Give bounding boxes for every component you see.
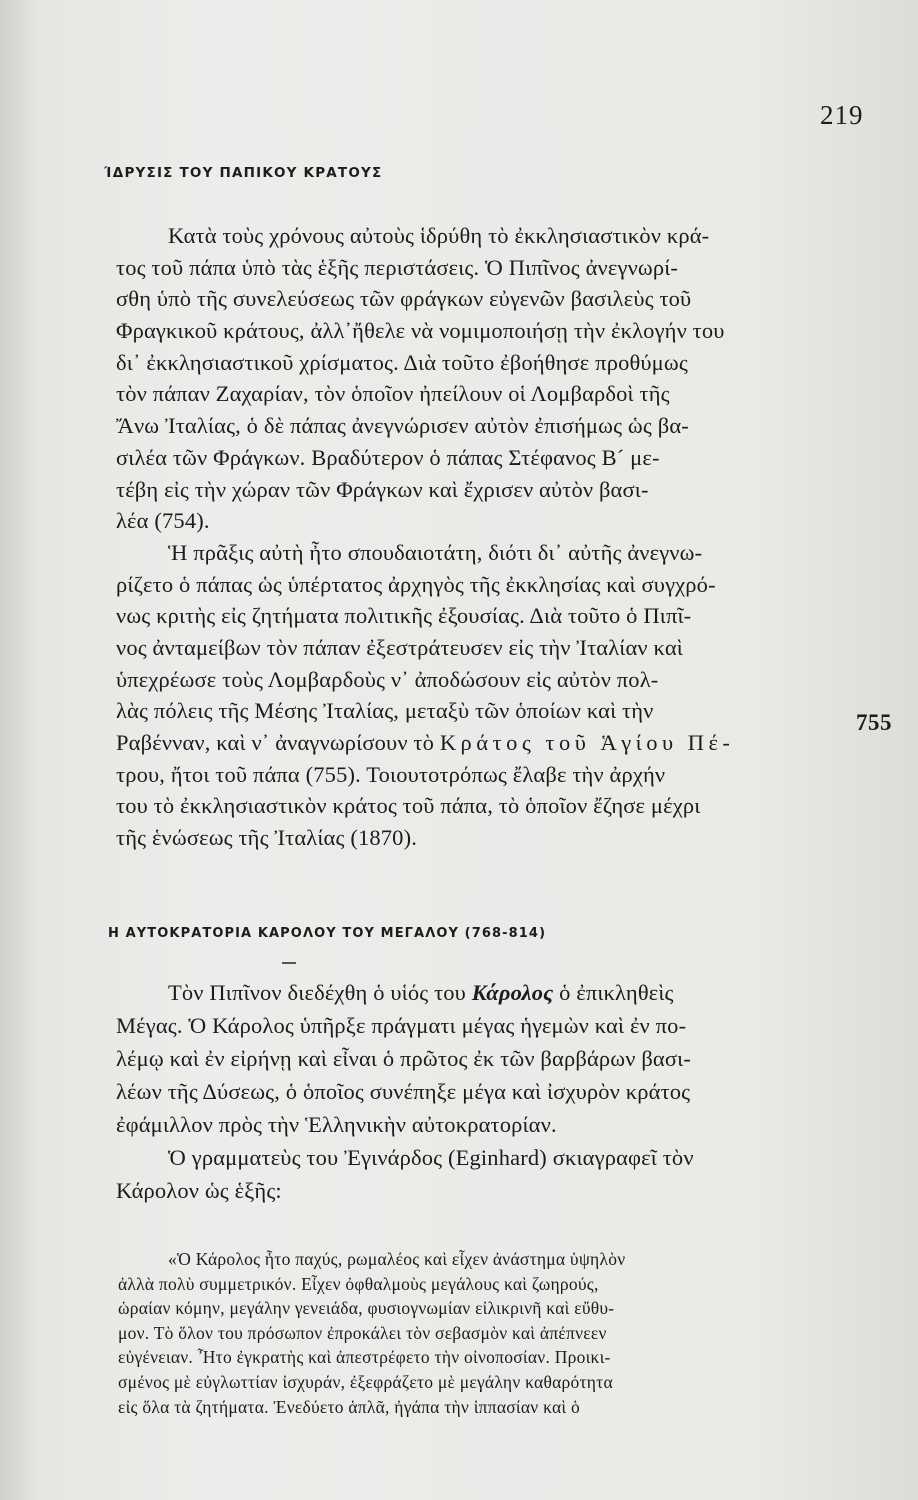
text-line: νως κριτὴς εἰς ζητήματα πολιτικῆς ἐξουσίας. Διὰ τοῦτο ὁ Πιπῖ- bbox=[116, 603, 692, 629]
text-line: ὑπεχρέωσε τοὺς Λομβαρδοὺς ν᾽ ἀποδώσουν εἰς αὐτὸν πολ- bbox=[116, 666, 659, 692]
text-line: Ὁ γραμματεὺς του Ἐγινάρδος (Eginhard) σκιαγραφεῖ τὸν bbox=[168, 1145, 694, 1170]
text-fragment: Τὸν Πιπῖνον διεδέχθη ὁ υἱός του bbox=[168, 980, 466, 1005]
text-line: Κάρολον ὡς ἑξῆς: bbox=[116, 1178, 282, 1203]
text-line: νος ἀνταμείβων τὸν πάπαν ἐξεστράτευσεν εἰς τὴν Ἰταλίαν καὶ bbox=[116, 634, 683, 660]
quote-line: εὐγένειαν. Ἦτο ἐγκρατὴς καὶ ἀπεστρέφετο τὴν οἰνοποσίαν. Προικι- bbox=[118, 1347, 611, 1368]
text-line: ἐφάμιλλον πρὸς τὴν Ἑλληνικὴν αὐτοκρατορίαν. bbox=[116, 1112, 557, 1137]
text-line: Φραγκικοῦ κράτους, ἀλλ᾽ἤθελε νὰ νομιμοποιήσῃ τὴν ἐκλογήν του bbox=[116, 318, 725, 344]
emphasized-name: Κάρολος bbox=[471, 980, 554, 1005]
text-line bbox=[116, 727, 868, 759]
quote-line: ἀλλὰ πολὺ συμμετρικόν. Εἶχεν ὀφθαλμοὺς μεγάλους καὶ ζωηρούς, bbox=[118, 1273, 599, 1294]
text-block-charlemagne bbox=[116, 976, 868, 1207]
heading-dash bbox=[282, 962, 296, 964]
text-line: σθη ὑπὸ τῆς συνελεύσεως τῶν φράγκων εὐγενῶν βασιλεὺς τοῦ bbox=[116, 286, 692, 312]
margin-year-note: 755 bbox=[856, 710, 892, 735]
quote-line: μον. Τὸ ὅλον του πρόσωπον ἐπροκάλει τὸν σεβασμὸν καὶ ἀπέπνεεν bbox=[118, 1322, 607, 1343]
text-line: Μέγας. Ὁ Κάρολος ὑπῆρξε πράγματι μέγας ἡγεμὼν καὶ ἐν πο- bbox=[116, 1013, 687, 1038]
section-heading: Η ΑΥΤΟΚΡΑΤΟΡΙΑ ΚΑΡΟΛΟΥ ΤΟΥ ΜΕΓΑΛΟΥ (768-814) bbox=[108, 926, 547, 941]
quote-line: σμένος μὲ εὐγλωττίαν ἰσχυράν, ἐξεφράζετο μὲ μεγάλην καθαρότητα bbox=[118, 1371, 613, 1392]
text-line: τος τοῦ πάπα ὑπὸ τὰς ἑξῆς περιστάσεις. Ὁ Πιπῖνος ἀνεγνωρί- bbox=[116, 254, 679, 280]
text-line: του τὸ ἐκκλησιαστικὸν κράτος τοῦ πάπα, τὸ ὁποῖον ἔζησε μέχρι bbox=[116, 793, 701, 819]
text-line: τρου, ἤτοι τοῦ πάπα (755). Τοιουτοτρόπως ἔλαβε τὴν ἀρχήν bbox=[116, 761, 666, 787]
text-line: τῆς ἑνώσεως τῆς Ἰταλίας (1870). bbox=[116, 825, 417, 851]
text-line: λὰς πόλεις τῆς Μέσης Ἰταλίας, μεταξὺ τῶν ὁποίων καὶ τὴν bbox=[116, 698, 654, 724]
text-fragment: Ραβένναν, καὶ ν᾽ ἀναγνωρίσουν τὸ bbox=[116, 730, 435, 755]
running-head: ΊΔΡΥΣΙΣ ΤΟΥ ΠΑΠΙΚΟΥ ΚΡΑΤΟΥΣ bbox=[104, 165, 383, 181]
text-line: λέμῳ καὶ ἐν εἰρήνῃ καὶ εἶναι ὁ πρῶτος ἐκ τῶν βαρβάρων βασι- bbox=[116, 1046, 691, 1071]
text-line: τὸν πάπαν Ζαχαρίαν, τὸν ὁποῖον ἠπείλουν οἱ Λομβαρδοὶ τῆς bbox=[116, 381, 670, 407]
spaced-phrase: Κράτος τοῦ Ἁγίου Πέ- bbox=[439, 730, 735, 755]
quote-line: εἰς ὅλα τὰ ζητήματα. Ἐνεδύετο ἁπλᾶ, ἠγάπα τὴν ἱππασίαν καὶ ὁ bbox=[118, 1396, 581, 1417]
quotation-block bbox=[118, 1247, 870, 1419]
quote-line: ὡραίαν κόμην, μεγάλην γενειάδα, φυσιογνωμίαν εἰλικρινῆ καὶ εὔθυ- bbox=[118, 1298, 615, 1319]
quote-line: «Ὁ Κάρολος ἦτο παχύς, ρωμαλέος καὶ εἶχεν ἀνάστημα ὑψηλὸν bbox=[168, 1249, 626, 1269]
page-number: 219 bbox=[820, 100, 864, 130]
text-line: λέα (754). bbox=[116, 508, 210, 534]
text-line: Κατὰ τοὺς χρόνους αὐτοὺς ἱδρύθη τὸ ἐκκλησιαστικὸν κρά- bbox=[168, 223, 710, 248]
text-line: ρίζετο ὁ πάπας ὡς ὑπέρτατος ἀρχηγὸς τῆς ἐκκλησίας καὶ συγχρό- bbox=[116, 571, 716, 597]
text-line: Ἡ πρᾶξις αὐτὴ ἦτο σπουδαιοτάτη, διότι δι᾽ αὐτῆς ἀνεγνω- bbox=[168, 539, 703, 565]
text-line: δι᾽ ἐκκλησιαστικοῦ χρίσματος. Διὰ τοῦτο ἐβοήθησε προθύμως bbox=[116, 349, 688, 375]
text-fragment: ὁ ἐπικληθεὶς bbox=[559, 980, 674, 1005]
text-block-papal-state bbox=[116, 220, 868, 854]
text-line: Ἄνω Ἰταλίας, ὁ δὲ πάπας ἀνεγνώρισεν αὐτὸν ἐπισήμως ὡς βα- bbox=[116, 413, 689, 439]
text-line bbox=[116, 976, 868, 1009]
text-line: λέων τῆς Δύσεως, ὁ ὁποῖος συνέπηξε μέγα καὶ ἰσχυρὸν κράτος bbox=[116, 1079, 691, 1104]
text-line: σιλέα τῶν Φράγκων. Βραδύτερον ὁ πάπας Στέφανος Β´ με- bbox=[116, 444, 660, 470]
text-line: τέβη εἰς τὴν χώραν τῶν Φράγκων καὶ ἔχρισεν αὐτὸν βασι- bbox=[116, 476, 649, 502]
